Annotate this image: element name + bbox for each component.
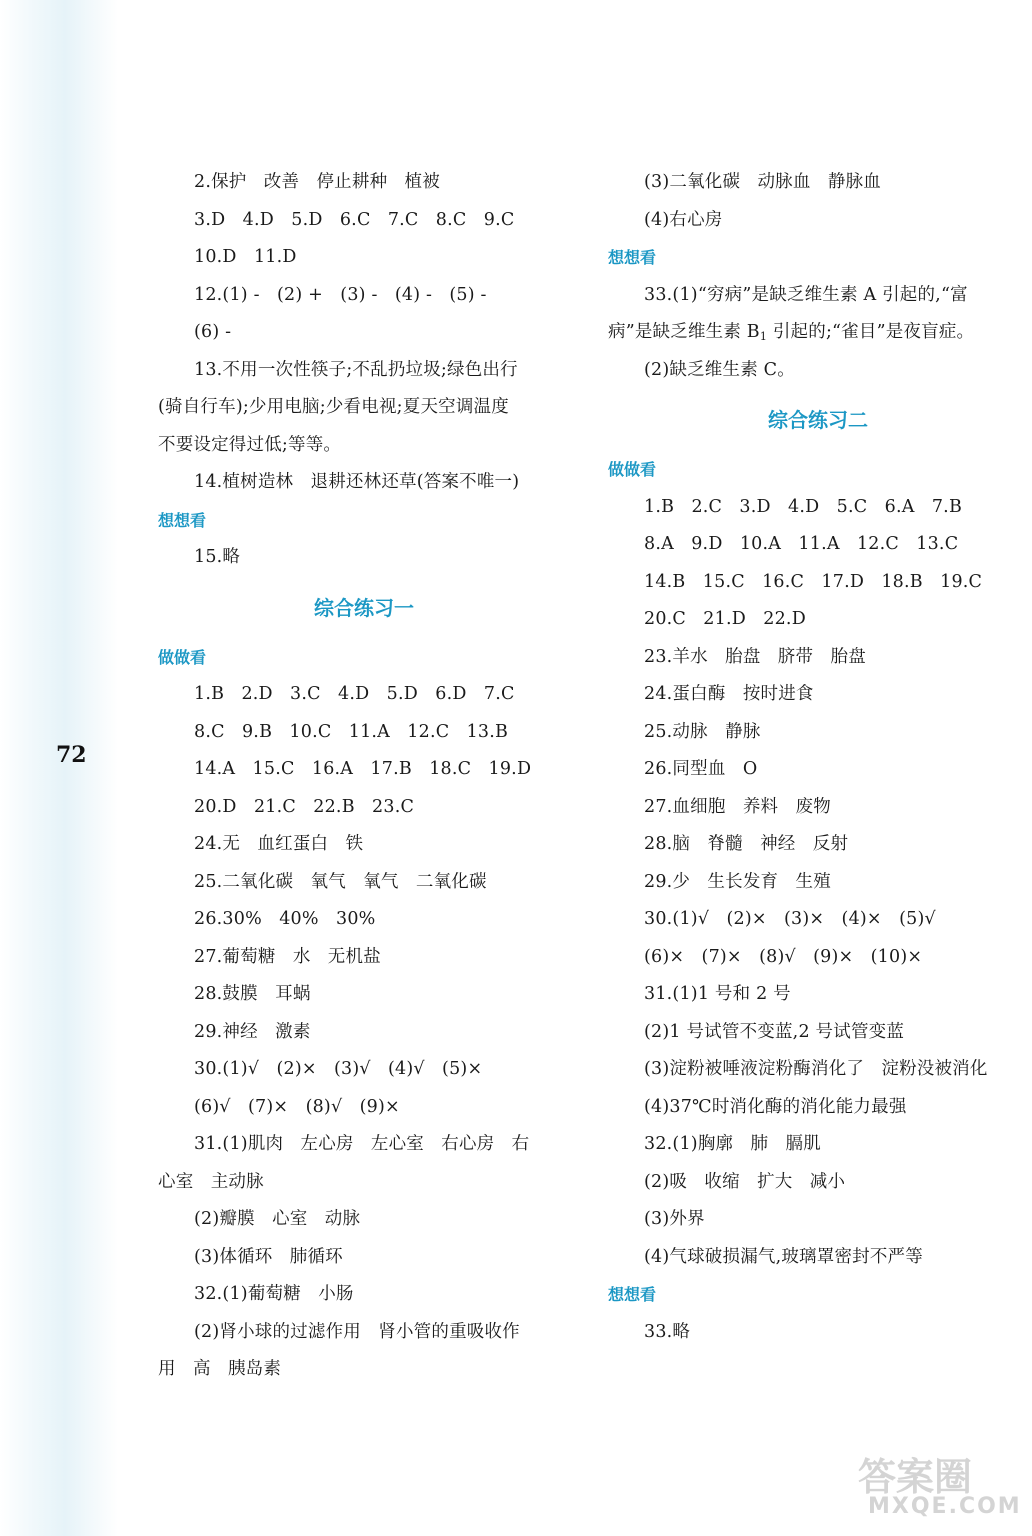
answer-line: 29.神经 激素 [194, 1021, 311, 1042]
answer-line: 26.30% 40% 30% [194, 909, 376, 929]
answer-column-right [608, 164, 1028, 1351]
answer-line: 33.略 [644, 1321, 691, 1342]
answer-line: 14.植树造林 退耕还林还草(答案不唯一) [194, 472, 520, 492]
section-label: 想想看 [608, 1285, 657, 1304]
answer-line: (6)× (7)× (8)√ (9)× (10)× [644, 946, 923, 967]
answer-column-left [158, 164, 570, 1389]
answer-line: 27.葡萄糖 水 无机盐 [194, 946, 381, 967]
answer-line [608, 314, 1028, 352]
answer-line: (2)肾小球的过滤作用 肾小管的重吸收作 [194, 1321, 520, 1342]
answer-line: 心室 主动脉 [158, 1171, 264, 1192]
section-title: 综合练习一 [314, 595, 414, 620]
page-number: 72 [56, 742, 87, 768]
answer-line: 14.A 15.C 16.A 17.B 18.C 19.D [194, 759, 532, 779]
section-label: 想想看 [158, 510, 207, 530]
watermark-logo: 答案圈 [858, 1455, 973, 1499]
answer-line: (6) - [194, 322, 232, 342]
answer-line: (2)吸 收缩 扩大 减小 [644, 1171, 846, 1192]
watermark-url: MXQE.COM [868, 1494, 1022, 1519]
section-title: 综合练习二 [768, 408, 868, 432]
section-label: 做做看 [608, 460, 657, 479]
answer-line: 32.(1)葡萄糖 小肠 [194, 1284, 354, 1304]
answer-line: (2)1 号试管不变蓝,2 号试管变蓝 [644, 1021, 905, 1042]
answer-line: 30.(1)√ (2)× (3)√ (4)√ (5)× [194, 1059, 483, 1079]
answer-line: 27.血细胞 养料 废物 [644, 796, 831, 817]
answer-line: 31.(1)1 号和 2 号 [644, 984, 791, 1004]
answer-line: (2)缺乏维生素 C。 [644, 359, 795, 380]
answer-line: 29.少 生长发育 生殖 [644, 871, 831, 892]
answer-line: (3)外界 [644, 1209, 705, 1229]
answer-line: 1.B 2.C 3.D 4.D 5.C 6.A 7.B [644, 496, 963, 517]
answer-line: 8.A 9.D 10.A 11.A 12.C 13.C [644, 534, 959, 554]
answer-line: 10.D 11.D [194, 247, 297, 267]
answer-line: (4)右心房 [644, 209, 723, 230]
answer-line: 8.C 9.B 10.C 11.A 12.C 13.B [194, 721, 509, 742]
answer-line: 24.蛋白酶 按时进食 [644, 684, 814, 704]
answer-line: (3)体循环 肺循环 [194, 1246, 343, 1267]
answer-line: 25.动脉 静脉 [644, 721, 761, 742]
answer-line: 24.无 血红蛋白 铁 [194, 834, 364, 854]
answer-line: (骑自行车);少用电脑;少看电视;夏天空调温度 [158, 397, 509, 417]
answer-line: 28.脑 脊髓 神经 反射 [644, 834, 849, 854]
answer-line: 25.二氧化碳 氧气 氧气 二氧化碳 [194, 871, 487, 892]
answer-line: 30.(1)√ (2)× (3)× (4)× (5)√ [644, 909, 936, 929]
answer-line: 31.(1)肌肉 左心房 左心室 右心房 右 [194, 1134, 530, 1154]
answer-line: 20.C 21.D 22.D [644, 609, 806, 629]
subscript: 1 [759, 330, 768, 343]
section-label: 想想看 [608, 248, 657, 267]
answer-line: 32.(1)胸廓 肺 膈肌 [644, 1134, 821, 1154]
answer-line: 14.B 15.C 16.C 17.D 18.B 19.C [644, 571, 983, 592]
answer-line: (4)气球破损漏气,玻璃罩密封不严等 [644, 1246, 923, 1267]
answer-line: (6)√ (7)× (8)√ (9)× [194, 1096, 400, 1117]
watermark [854, 1446, 1024, 1528]
answer-line: 28.鼓膜 耳蜗 [194, 984, 311, 1004]
answer-line: (4)37℃时消化酶的消化能力最强 [644, 1096, 907, 1117]
answer-line: 15.略 [194, 547, 241, 567]
answer-line: 用 高 胰岛素 [158, 1359, 282, 1379]
answer-line: 23.羊水 胎盘 脐带 胎盘 [644, 646, 866, 667]
answer-line: 13.不用一次性筷子;不乱扔垃圾;绿色出行 [194, 359, 518, 380]
answer-line: (2)瓣膜 心室 动脉 [194, 1209, 361, 1229]
answer-line: (3)淀粉被唾液淀粉酶消化了 淀粉没被消化 [644, 1059, 988, 1079]
answer-text: 引起的;“雀目”是夜盲症。 [767, 322, 975, 342]
answer-line: 不要设定得过低;等等。 [158, 434, 342, 455]
answer-line: 2.保护 改善 停止耕种 植被 [194, 172, 440, 192]
answer-line: 33.(1)“穷病”是缺乏维生素 A 引起的,“富 [644, 284, 968, 305]
section-label: 做做看 [158, 647, 207, 667]
answer-line: 3.D 4.D 5.D 6.C 7.C 8.C 9.C [194, 209, 515, 230]
page-margin-strip [0, 0, 118, 1536]
answer-line: 20.D 21.C 22.B 23.C [194, 796, 415, 817]
answer-line: 1.B 2.D 3.C 4.D 5.D 6.D 7.C [194, 684, 515, 704]
answer-text: 病”是缺乏维生素 B [608, 322, 760, 342]
answer-line: (3)二氧化碳 动脉血 静脉血 [644, 172, 881, 192]
answer-line: 26.同型血 O [644, 759, 758, 779]
answer-line: 12.(1) - (2) + (3) - (4) - (5) - [194, 284, 487, 305]
